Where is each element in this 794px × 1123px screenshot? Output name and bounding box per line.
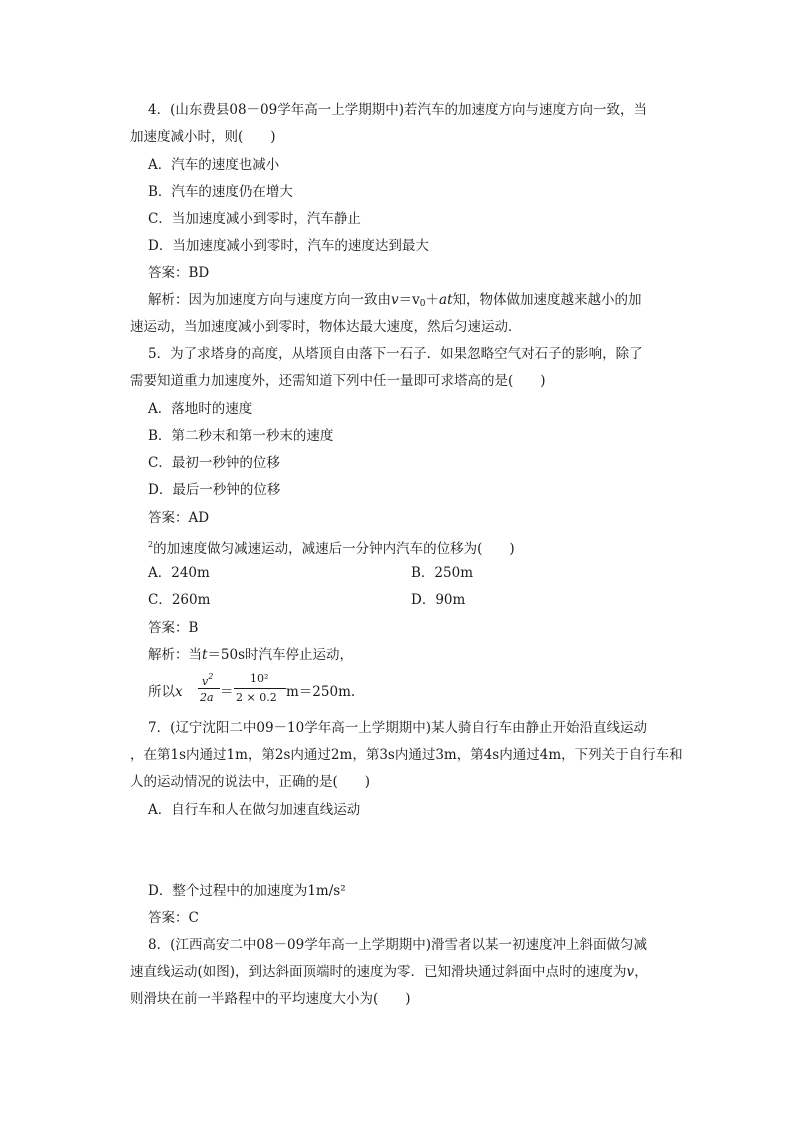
q4-expl-at: at: [439, 292, 453, 308]
q4-answer: 答案：BD: [148, 265, 210, 281]
q4-expl-eq: ＝v: [398, 292, 420, 308]
q6-frac1-numerator: [202, 672, 213, 688]
q6-frac2-bar: [234, 688, 286, 689]
q6-explanation-line1: [148, 646, 353, 664]
q6-num1-sup: 2: [208, 672, 214, 681]
q6-option-c: C．260m: [148, 592, 211, 608]
q4-stem-line1: 4．(山东费县08－09学年高一上学期期中)若汽车的加速度方向与速度方向一致，当: [148, 102, 647, 118]
q4-explanation-line1: [148, 291, 642, 313]
q4-expl-sub: 0: [419, 299, 426, 309]
q8-stem-line1: 8．(江西高安二中08－09学年高一上学期期中)滑雪者以某一初速度冲上斜面做匀减: [148, 937, 647, 953]
q8-stem-line2: [130, 963, 648, 981]
q5-answer: 答案：AD: [148, 510, 210, 526]
q7-stem-line2: ，在第1s内通过1m，第2s内通过2m，第3s内通过3m，第4s内通过4m，下列关于自行车和: [130, 747, 683, 763]
q6-stem-line1: [148, 536, 515, 558]
q6-equation-result: m＝250m.: [286, 684, 356, 700]
q6-frac2-numerator: 10²: [250, 672, 269, 685]
q6-stem-text: 的加速度做匀减速运动，减速后一分钟内汽车的位移为( ): [153, 541, 515, 557]
q6-expl-post: ＝50s时汽车停止运动，: [207, 647, 354, 663]
q6-expl-pre: 解析：当: [148, 647, 202, 663]
q6-answer: 答案：B: [148, 620, 199, 636]
q5-option-b: B．第二秒末和第一秒末的速度: [148, 428, 334, 444]
q6-equation-prefix: [148, 683, 183, 701]
q4-option-c: C．当加速度减小到零时，汽车静止: [148, 211, 361, 227]
q6-stem-sup: 2: [148, 540, 154, 549]
q4-expl-v: v: [391, 292, 399, 308]
q6-num1-v: v: [202, 675, 209, 688]
q6-equals: ＝: [220, 684, 234, 700]
q6-expl2-x: x: [175, 684, 183, 700]
q4-expl-pre: 解析：因为加速度方向与速度方向一致由: [148, 292, 391, 308]
q6-option-a: A．240m: [148, 565, 210, 581]
q5-stem-line1: 5．为了求塔身的高度，从塔顶自由落下一石子．如果忽略空气对石子的影响，除了: [148, 346, 643, 362]
q5-option-a: A．落地时的速度: [148, 401, 253, 417]
q7-stem-line1: 7．(辽宁沈阳二中09－10学年高一上学期期中)某人骑自行车由静止开始沿直线运动: [148, 720, 647, 736]
q6-expl-t: t: [202, 647, 208, 663]
q5-option-c: C．最初一秒钟的位移: [148, 455, 280, 471]
q7-answer: 答案：C: [148, 910, 199, 926]
q7-option-d: D．整个过程中的加速度为1m/s²: [148, 883, 346, 899]
q5-stem-line2: 需要知道重力加速度外，还需知道下列中任一量即可求塔高的是( ): [130, 373, 546, 389]
q4-option-d: D．当加速度减小到零时，汽车的速度达到最大: [148, 238, 429, 254]
q4-stem-line2: 加速度减小时，则( ): [130, 129, 276, 145]
q7-stem-line3: 人的运动情况的说法中，正确的是( ): [130, 774, 371, 790]
q6-frac1-denominator: 2a: [200, 691, 214, 704]
q8-stem-line3: 则滑块在前一半路程中的平均速度大小为( ): [130, 991, 411, 1007]
q4-option-a: A．汽车的速度也减小: [148, 157, 280, 173]
q8-line2-post: ，: [634, 964, 648, 980]
q6-frac1-bar: [198, 688, 220, 689]
q8-line2-v: v: [626, 964, 635, 980]
q6-option-b: B．250m: [411, 565, 473, 581]
q8-line2-pre: 速直线运动(如图)，到达斜面顶端时的速度为零．已知滑块通过斜面中点时的速度为: [130, 964, 627, 980]
q5-option-d: D．最后一秒钟的位移: [148, 482, 281, 498]
q4-expl-post: 知，物体做加速度越来越小的加: [452, 292, 642, 308]
q4-explanation-line2: 速运动，当加速度减小到零时，物体达最大速度，然后匀速运动．: [130, 319, 522, 335]
q4-option-b: B．汽车的速度仍在增大: [148, 184, 293, 200]
q6-expl2-pre: 所以: [148, 684, 175, 700]
q4-expl-plus: ＋: [425, 292, 440, 308]
q6-frac2-denominator: 2 × 0.2: [236, 691, 277, 704]
q6-option-d: D．90m: [411, 592, 466, 608]
q7-option-a: A．自行车和人在做匀加速直线运动: [148, 802, 361, 818]
